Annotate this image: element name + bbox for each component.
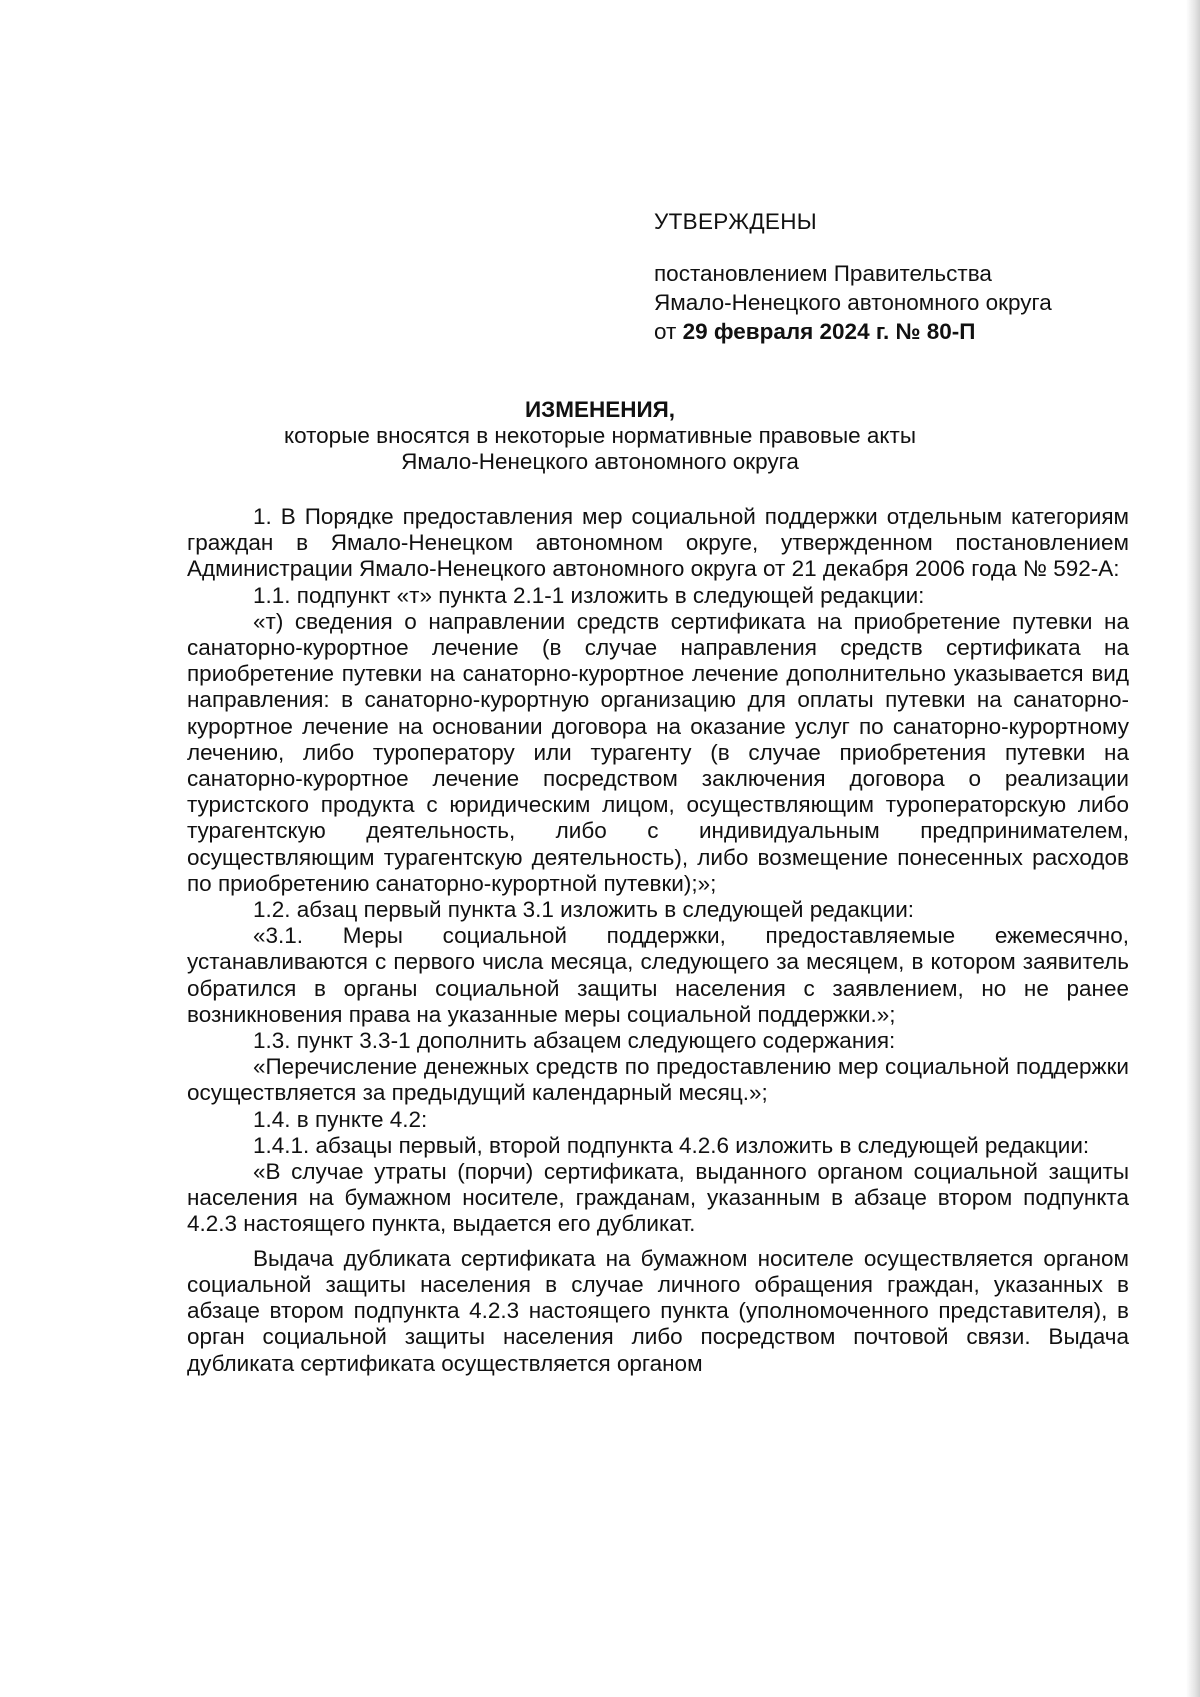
paragraph-1-3: 1.3. пункт 3.3-1 дополнить абзацем следующего содержания: <box>253 1028 896 1054</box>
page-edge-shadow <box>1186 0 1200 1697</box>
paragraph-1-2: 1.2. абзац первый пункта 3.1 изложить в следующей редакции: <box>253 897 915 923</box>
paragraph-1-4: 1.4. в пункте 4.2: <box>253 1106 428 1132</box>
paragraph-1-4-1-text-b: Выдача дубликата сертификата на бумажном носителе осуществляется органом социальной защиты населения в случае личного обращения граждан, указанных в абзаце втором подпункта 4.2.3 настоящего пункта (уполномоченного представителя), в орган социальной защиты населения либо посредством почтовой связи. Выдача дубликата сертификата осуществляется органом <box>187 1245 1129 1376</box>
paragraph-1-1-text: «т) сведения о направлении средств сертификата на приобретение путевки на санаторно-курортное лечение (в случае направления средств сертификата на приобретение путевки на санаторно-курортное лечение дополнительно указывается вид направления: в санаторно-курортную организацию для оплаты путевки на санаторно-курортное лечение на основании договора на оказание услуг по санаторно-курортному лечению, либо туроператору или турагенту (в случае приобретения путевки на санаторно-курортное лечение посредством заключения договора о реализации туристского продукта с юридическим лицом, осуществляющим туроператорскую либо турагентскую деятельность, либо с индивидуальным предпринимателем, осуществляющим турагентскую деятельность), либо возмещение понесенных расходов по приобретению санаторно-курортной путевки);»; <box>187 608 1129 896</box>
paragraph-1-4-1-text-a: «В случае утраты (порчи) сертификата, выданного органом социальной защиты населения на бумажном носителе, гражданам, указанным в абзаце втором подпункта 4.2.3 настоящего пункта, выдается его дубликат. <box>187 1159 1129 1237</box>
document-body <box>187 504 1129 1377</box>
paragraph-1-2-text: «3.1. Меры социальной поддержки, предоставляемые ежемесячно, устанавливаются с первого числа месяца, следующего за месяцем, в котором заявитель обратился в органы социальной защиты населения с заявлением, но не ранее возникновения права на указанные меры социальной поддержки.»; <box>187 923 1129 1027</box>
approval-date-value: 29 февраля 2024 г. № 80-П <box>682 319 976 344</box>
approval-line-1: постановлением Правительства <box>654 261 992 286</box>
approval-line-2: Ямало-Ненецкого автономного округа <box>654 290 1052 315</box>
approved-label: УТВЕРЖДЕНЫ <box>654 209 817 234</box>
document-heading <box>0 397 1200 475</box>
paragraph-1-1: 1.1. подпункт «т» пункта 2.1-1 изложить в следующей редакции: <box>253 582 925 608</box>
approval-date-prefix: от <box>654 319 683 344</box>
document-title: ИЗМЕНЕНИЯ, <box>524 397 676 422</box>
approval-block <box>654 207 1124 346</box>
approval-date-line <box>654 317 1124 346</box>
paragraph-1-4-1: 1.4.1. абзацы первый, второй подпункта 4.2.6 изложить в следующей редакции: <box>253 1132 1090 1158</box>
document-subtitle-1: которые вносятся в некоторые нормативные правовые акты <box>284 423 916 448</box>
paragraph-1-3-text: «Перечисление денежных средств по предоставлению мер социальной поддержки осуществляется за предыдущий календарный месяц.»; <box>187 1054 1129 1106</box>
paragraph-1: 1. В Порядке предоставления мер социальной поддержки отдельным категориям граждан в Ямало-Ненецком автономном округе, утвержденном постановлением Администрации Ямало-Ненецкого автономного округа от 21 декабря 2006 года № 592-А: <box>187 504 1129 582</box>
document-subtitle-2: Ямало-Ненецкого автономного округа <box>401 449 799 474</box>
